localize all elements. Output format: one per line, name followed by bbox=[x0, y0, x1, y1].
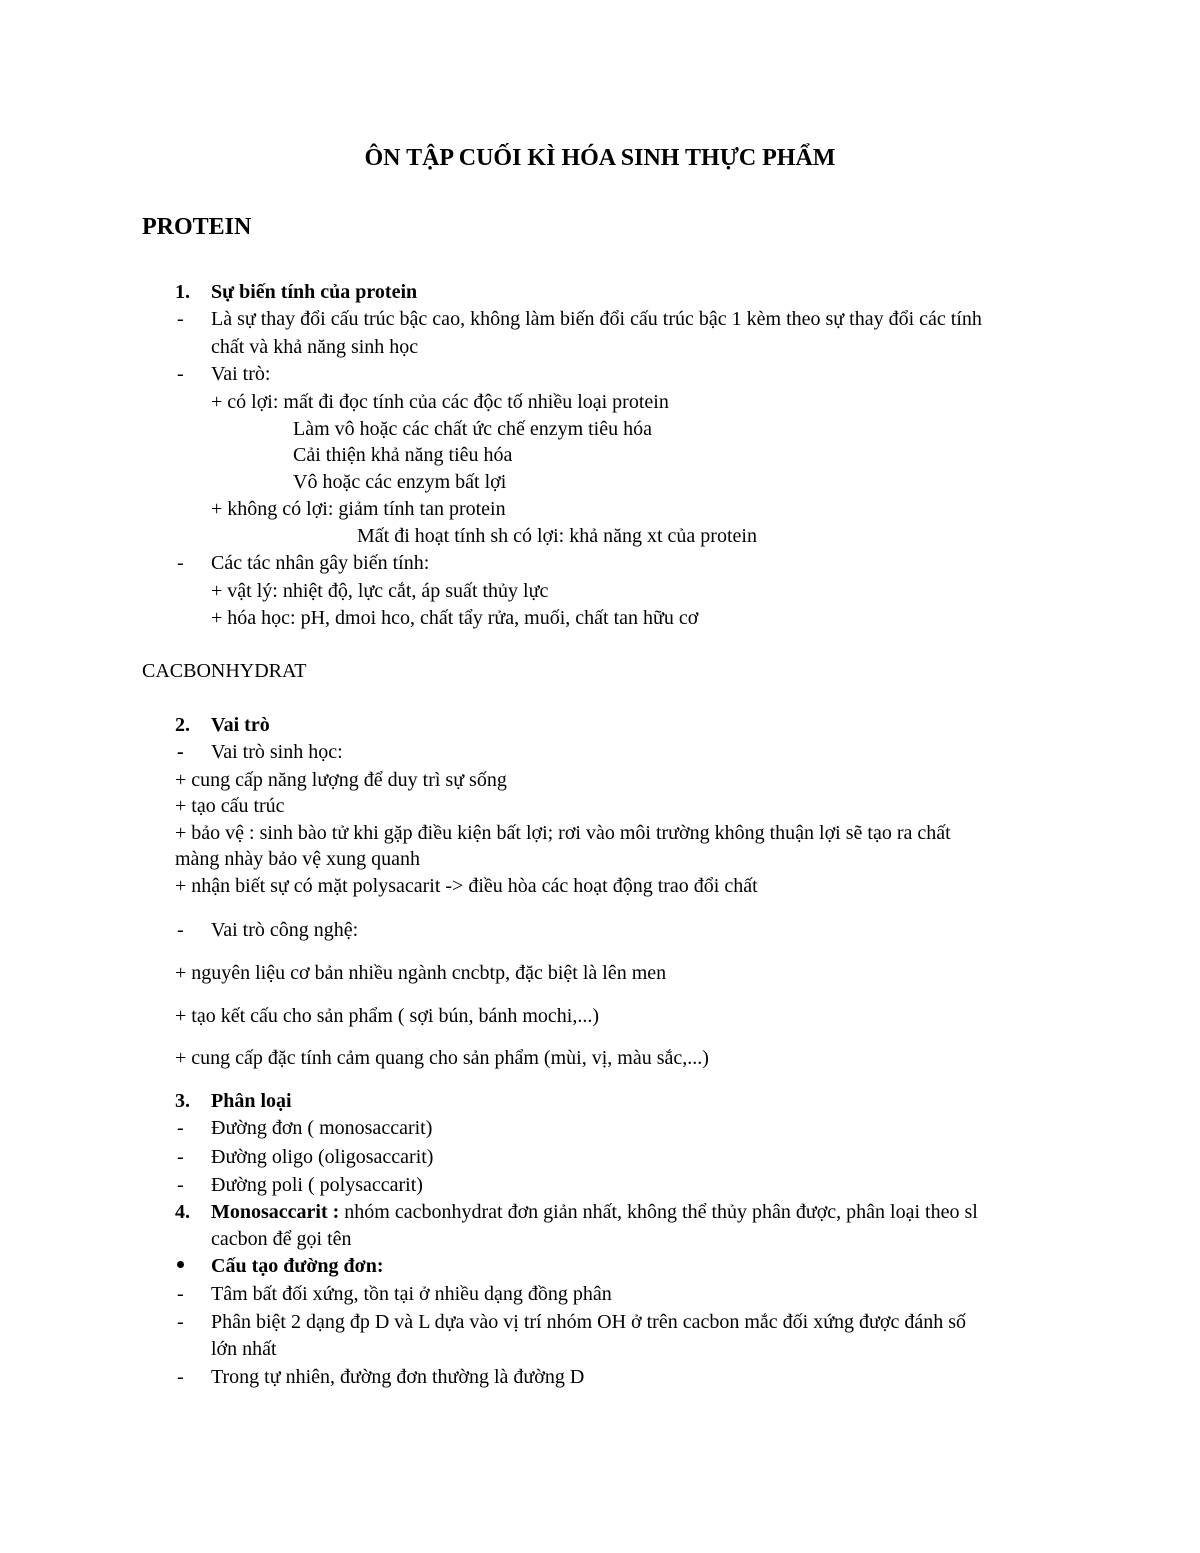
bio-role-2: + tạo cấu trúc bbox=[175, 795, 285, 817]
item-number-4: 4. bbox=[175, 1201, 190, 1223]
dash-marker: - bbox=[177, 1117, 184, 1139]
dash-marker: - bbox=[177, 1311, 184, 1333]
type-oligosaccharide: Đường oligo (oligosaccarit) bbox=[211, 1146, 434, 1168]
item-number-1: 1. bbox=[175, 281, 190, 303]
item-title-role: Vai trò bbox=[211, 714, 270, 736]
document-title: ÔN TẬP CUỐI KÌ HÓA SINH THỰC PHẨM bbox=[364, 145, 836, 171]
tech-role-label: Vai trò công nghệ: bbox=[211, 919, 359, 941]
section-heading-protein: PROTEIN bbox=[142, 214, 252, 240]
monosaccharide-definition-line-2: cacbon để gọi tên bbox=[211, 1228, 352, 1250]
bio-role-3-line-2: màng nhày bảo vệ xung quanh bbox=[175, 848, 420, 870]
monosaccharide-term: Monosaccarit : bbox=[211, 1201, 340, 1223]
item-title-denaturation: Sự biến tính của protein bbox=[211, 281, 418, 303]
dash-marker: - bbox=[177, 919, 184, 941]
structure-title: Cấu tạo đường đơn: bbox=[211, 1255, 384, 1277]
bullet-marker bbox=[177, 1261, 184, 1268]
item-title-classification: Phân loại bbox=[211, 1090, 292, 1112]
benefit-line-2: Làm vô hoặc các chất ức chế enzym tiêu hóa bbox=[293, 418, 652, 440]
benefit-line-4: Vô hoặc các enzym bất lợi bbox=[293, 471, 507, 493]
bio-role-1: + cung cấp năng lượng để duy trì sự sống bbox=[175, 769, 507, 791]
benefit-line-3: Cải thiện khả năng tiêu hóa bbox=[293, 444, 513, 466]
benefit-line-1: + có lợi: mất đi đọc tính của các độc tố nhiều loại protein bbox=[211, 391, 669, 413]
dash-marker: - bbox=[177, 1283, 184, 1305]
harm-line-1: + không có lợi: giảm tính tan protein bbox=[211, 498, 506, 520]
structure-point-2-line-1: Phân biệt 2 dạng đp D và L dựa vào vị trí nhóm OH ở trên cacbon mắc đối xứng được đánh số bbox=[211, 1311, 966, 1333]
dash-marker: - bbox=[177, 1366, 184, 1388]
section-heading-carbohydrate: CACBONHYDRAT bbox=[142, 660, 307, 682]
structure-point-3: Trong tự nhiên, đường đơn thường là đường D bbox=[211, 1366, 585, 1388]
tech-role-1: + nguyên liệu cơ bản nhiều ngành cncbtp, đặc biệt là lên men bbox=[175, 962, 667, 984]
tech-role-2: + tạo kết cấu cho sản phẩm ( sợi bún, bánh mochi,...) bbox=[175, 1005, 599, 1027]
bio-role-4: + nhận biết sự có mặt polysacarit -> điều hòa các hoạt động trao đổi chất bbox=[175, 875, 758, 897]
tech-role-3: + cung cấp đặc tính cảm quang cho sản phẩm (mùi, vị, màu sắc,...) bbox=[175, 1047, 709, 1069]
dash-marker: - bbox=[177, 308, 184, 330]
structure-point-2-line-2: lớn nhất bbox=[211, 1338, 277, 1360]
role-label: Vai trò: bbox=[211, 363, 271, 385]
definition-line-2: chất và khả năng sinh học bbox=[211, 336, 419, 358]
agent-chemical: + hóa học: pH, dmoi hco, chất tẩy rửa, muối, chất tan hữu cơ bbox=[211, 607, 699, 629]
dash-marker: - bbox=[177, 1174, 184, 1196]
type-monosaccharide: Đường đơn ( monosaccarit) bbox=[211, 1117, 433, 1139]
monosaccharide-definition: nhóm cacbonhydrat đơn giản nhất, không thể thủy phân được, phân loại theo sl bbox=[339, 1201, 978, 1223]
dash-marker: - bbox=[177, 363, 184, 385]
agent-physical: + vật lý: nhiệt độ, lực cắt, áp suất thủy lực bbox=[211, 580, 549, 602]
dash-marker: - bbox=[177, 741, 184, 763]
item-number-2: 2. bbox=[175, 714, 190, 736]
structure-point-1: Tâm bất đối xứng, tồn tại ở nhiều dạng đồng phân bbox=[211, 1283, 612, 1305]
type-polysaccharide: Đường poli ( polysaccarit) bbox=[211, 1174, 423, 1196]
item-number-3: 3. bbox=[175, 1090, 190, 1112]
definition-line-1: Là sự thay đổi cấu trúc bậc cao, không làm biến đổi cấu trúc bậc 1 kèm theo sự thay đổi các tính bbox=[211, 308, 982, 330]
dash-marker: - bbox=[177, 552, 184, 574]
agents-label: Các tác nhân gây biến tính: bbox=[211, 552, 430, 574]
bio-role-3-line-1: + bảo vệ : sinh bào tử khi gặp điều kiện bất lợi; rơi vào môi trường không thuận lợi sẽ tạo ra chất bbox=[175, 822, 951, 844]
bio-role-label: Vai trò sinh học: bbox=[211, 741, 343, 763]
dash-marker: - bbox=[177, 1146, 184, 1168]
harm-line-2: Mất đi hoạt tính sh có lợi: khả năng xt của protein bbox=[357, 525, 757, 547]
monosaccharide-definition-line-1 bbox=[211, 1202, 978, 1222]
